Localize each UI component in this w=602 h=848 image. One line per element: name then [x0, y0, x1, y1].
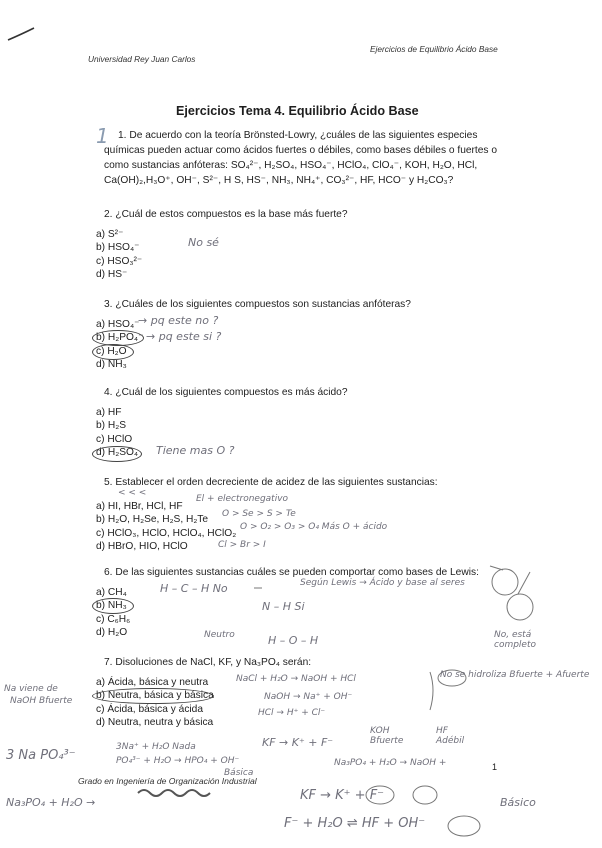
- option: b) NH₃: [96, 600, 127, 612]
- footer-left: Grado en Ingeniería de Organización Industrial: [78, 776, 257, 786]
- handwritten-note: Básico: [500, 796, 536, 809]
- handwritten-note: Neutro: [204, 630, 235, 640]
- handwritten-note: HF Adébil: [436, 726, 465, 746]
- option: c) HClO: [96, 433, 133, 445]
- question-text: ¿Cuáles de los siguientes compuestos son sustancias anfóteras?: [115, 299, 411, 310]
- handwritten-note: NaOH Bfuerte: [10, 696, 73, 706]
- option: c) C₆H₆: [96, 613, 131, 625]
- option: b) H₂O, H₂Se, H₂S, H₂Te: [96, 514, 209, 526]
- option: b) H₂S: [96, 420, 126, 432]
- option: d) H₂SO₄: [96, 446, 139, 458]
- option: a) HI, HBr, HCl, HF: [96, 501, 183, 512]
- handwritten-note: No se hidroliza Bfuerte + Afuerte: [440, 670, 590, 680]
- header-right: Ejercicios de Equilibrio Ácido Base: [370, 44, 498, 54]
- handwritten-note: NaOH → Na⁺ + OH⁻: [264, 692, 353, 702]
- option: a) Ácida, básica y neutra: [96, 677, 209, 688]
- option: b) H₂PO₄⁻: [96, 332, 144, 344]
- handwritten-note: Cl > Br > I: [218, 540, 266, 550]
- option: c) Ácida, básica y ácida: [96, 703, 204, 715]
- option: a) HF: [96, 407, 122, 418]
- question-number: 3.: [104, 299, 113, 310]
- handwritten-note: Na₃PO₄ + H₂O → NaOH +: [334, 758, 447, 768]
- question-2: [104, 208, 348, 221]
- option: d) NH₃: [96, 358, 127, 370]
- question-3: [104, 298, 411, 311]
- option-list: [96, 500, 236, 553]
- circled-answer: [92, 688, 214, 704]
- option: a) HSO₄⁻: [96, 319, 140, 330]
- handwritten-note: < < <: [118, 488, 147, 498]
- question-number: 6.: [104, 567, 113, 578]
- option: d) Neutra, neutra y básica: [96, 716, 214, 728]
- option: d) H₂O: [96, 626, 128, 638]
- question-7: [104, 656, 311, 669]
- page-number: 1: [492, 762, 498, 772]
- handwritten-note: H – C – H No: [160, 582, 228, 595]
- option: a) CH₄: [96, 587, 127, 598]
- option: b) HSO₄⁻: [96, 242, 140, 254]
- question-text: De las siguientes sustancias cuáles se pueden comportar como bases de Lewis:: [115, 567, 479, 578]
- handwritten-note: KF → K⁺ + F⁻: [300, 788, 385, 803]
- handwritten-note: No sé: [188, 236, 219, 249]
- option: a) S²⁻: [96, 229, 124, 240]
- handwritten-mark: 1: [96, 124, 109, 148]
- handwritten-note: KF → K⁺ + F⁻: [262, 736, 334, 749]
- option-list: [96, 228, 142, 281]
- question-text: Disoluciones de NaCl, KF, y Na₃PO₄ serán:: [115, 657, 312, 668]
- handwritten-note: O > O₂ > O₃ > O₄ Más O + ácido: [240, 522, 388, 532]
- handwritten-note: Básica: [224, 768, 254, 778]
- handwritten-note: Na viene de: [4, 684, 58, 694]
- option: c) HClO₃, HClO, HClO₄, HClO₂: [96, 527, 237, 539]
- question-5: [104, 476, 438, 489]
- question-number: 4.: [104, 387, 113, 398]
- option: b) Neutra, básica y básica: [96, 690, 214, 702]
- handwritten-note: El + electronegativo: [196, 494, 289, 504]
- header-left: Universidad Rey Juan Carlos: [88, 54, 196, 64]
- handwritten-note: HCl → H⁺ + Cl⁻: [258, 708, 326, 718]
- page-title: Ejercicios Tema 4. Equilibrio Ácido Base: [176, 104, 419, 118]
- handwritten-note: KOH Bfuerte: [370, 726, 404, 746]
- question-number: 7.: [104, 657, 113, 668]
- handwritten-note: F⁻ + H₂O ⇌ HF + OH⁻: [284, 816, 426, 831]
- circled-answer: [92, 446, 142, 462]
- option: c) HSO₃²⁻: [96, 255, 143, 267]
- circled-answer: [92, 598, 134, 614]
- handwritten-note: → pq este si ?: [146, 330, 222, 343]
- handwritten-note: → pq este no ?: [138, 314, 219, 327]
- question-text: De acuerdo con la teoría Brönsted-Lowry, ¿cuáles de las siguientes especies químicas pueden actuar como ácidos fuertes o débiles, como bases débiles o fuertes o como sustancias anfóteras: SO₄²⁻, H₂SO₄, HSO₄⁻, HClO₄, ClO₄⁻, KOH, H₂O, HCl, Ca(OH)₂,H₃O⁺, OH⁻, S²⁻, H S, HS⁻, NH₃, NH₄⁺, CO₃²⁻, HF, HCO⁻ y H₂CO₃?: [104, 130, 498, 186]
- handwritten-note: Na₃PO₄ + H₂O →: [6, 796, 96, 809]
- question-text: ¿Cuál de estos compuestos es la base más fuerte?: [115, 209, 348, 220]
- circled-answer: [92, 344, 134, 360]
- handwritten-note: 3Na⁺ + H₂O Nada: [116, 742, 196, 752]
- handwritten-note: PO₄³⁻ + H₂O → HPO₄ + OH⁻: [116, 756, 240, 766]
- option: c) H₂O: [96, 345, 127, 357]
- question-text: ¿Cuál de los siguientes compuestos es más ácido?: [115, 387, 348, 398]
- handwritten-note: 3 Na PO₄³⁻: [6, 748, 76, 763]
- question-text: Establecer el orden decreciente de acidez de las siguientes sustancias:: [115, 477, 438, 488]
- question-number: 1.: [118, 130, 127, 141]
- handwritten-note: NaCl + H₂O → NaOH + HCl: [236, 674, 356, 684]
- question-number: 5.: [104, 477, 113, 488]
- question-number: 2.: [104, 209, 113, 220]
- handwritten-note: H – O – H: [268, 634, 319, 647]
- question-4: [104, 386, 348, 399]
- handwritten-note: No, está completo: [494, 630, 537, 650]
- handwritten-note: Tiene mas O ?: [156, 444, 235, 457]
- handwritten-note: N – H Si: [262, 600, 305, 613]
- option: d) HS⁻: [96, 268, 128, 280]
- handwritten-note: Según Lewis → Ácido y base al seres: [300, 578, 465, 588]
- handwritten-note: O > Se > S > Te: [222, 509, 296, 519]
- question-1: [104, 128, 504, 188]
- option: d) HBrO, HIO, HClO: [96, 540, 188, 552]
